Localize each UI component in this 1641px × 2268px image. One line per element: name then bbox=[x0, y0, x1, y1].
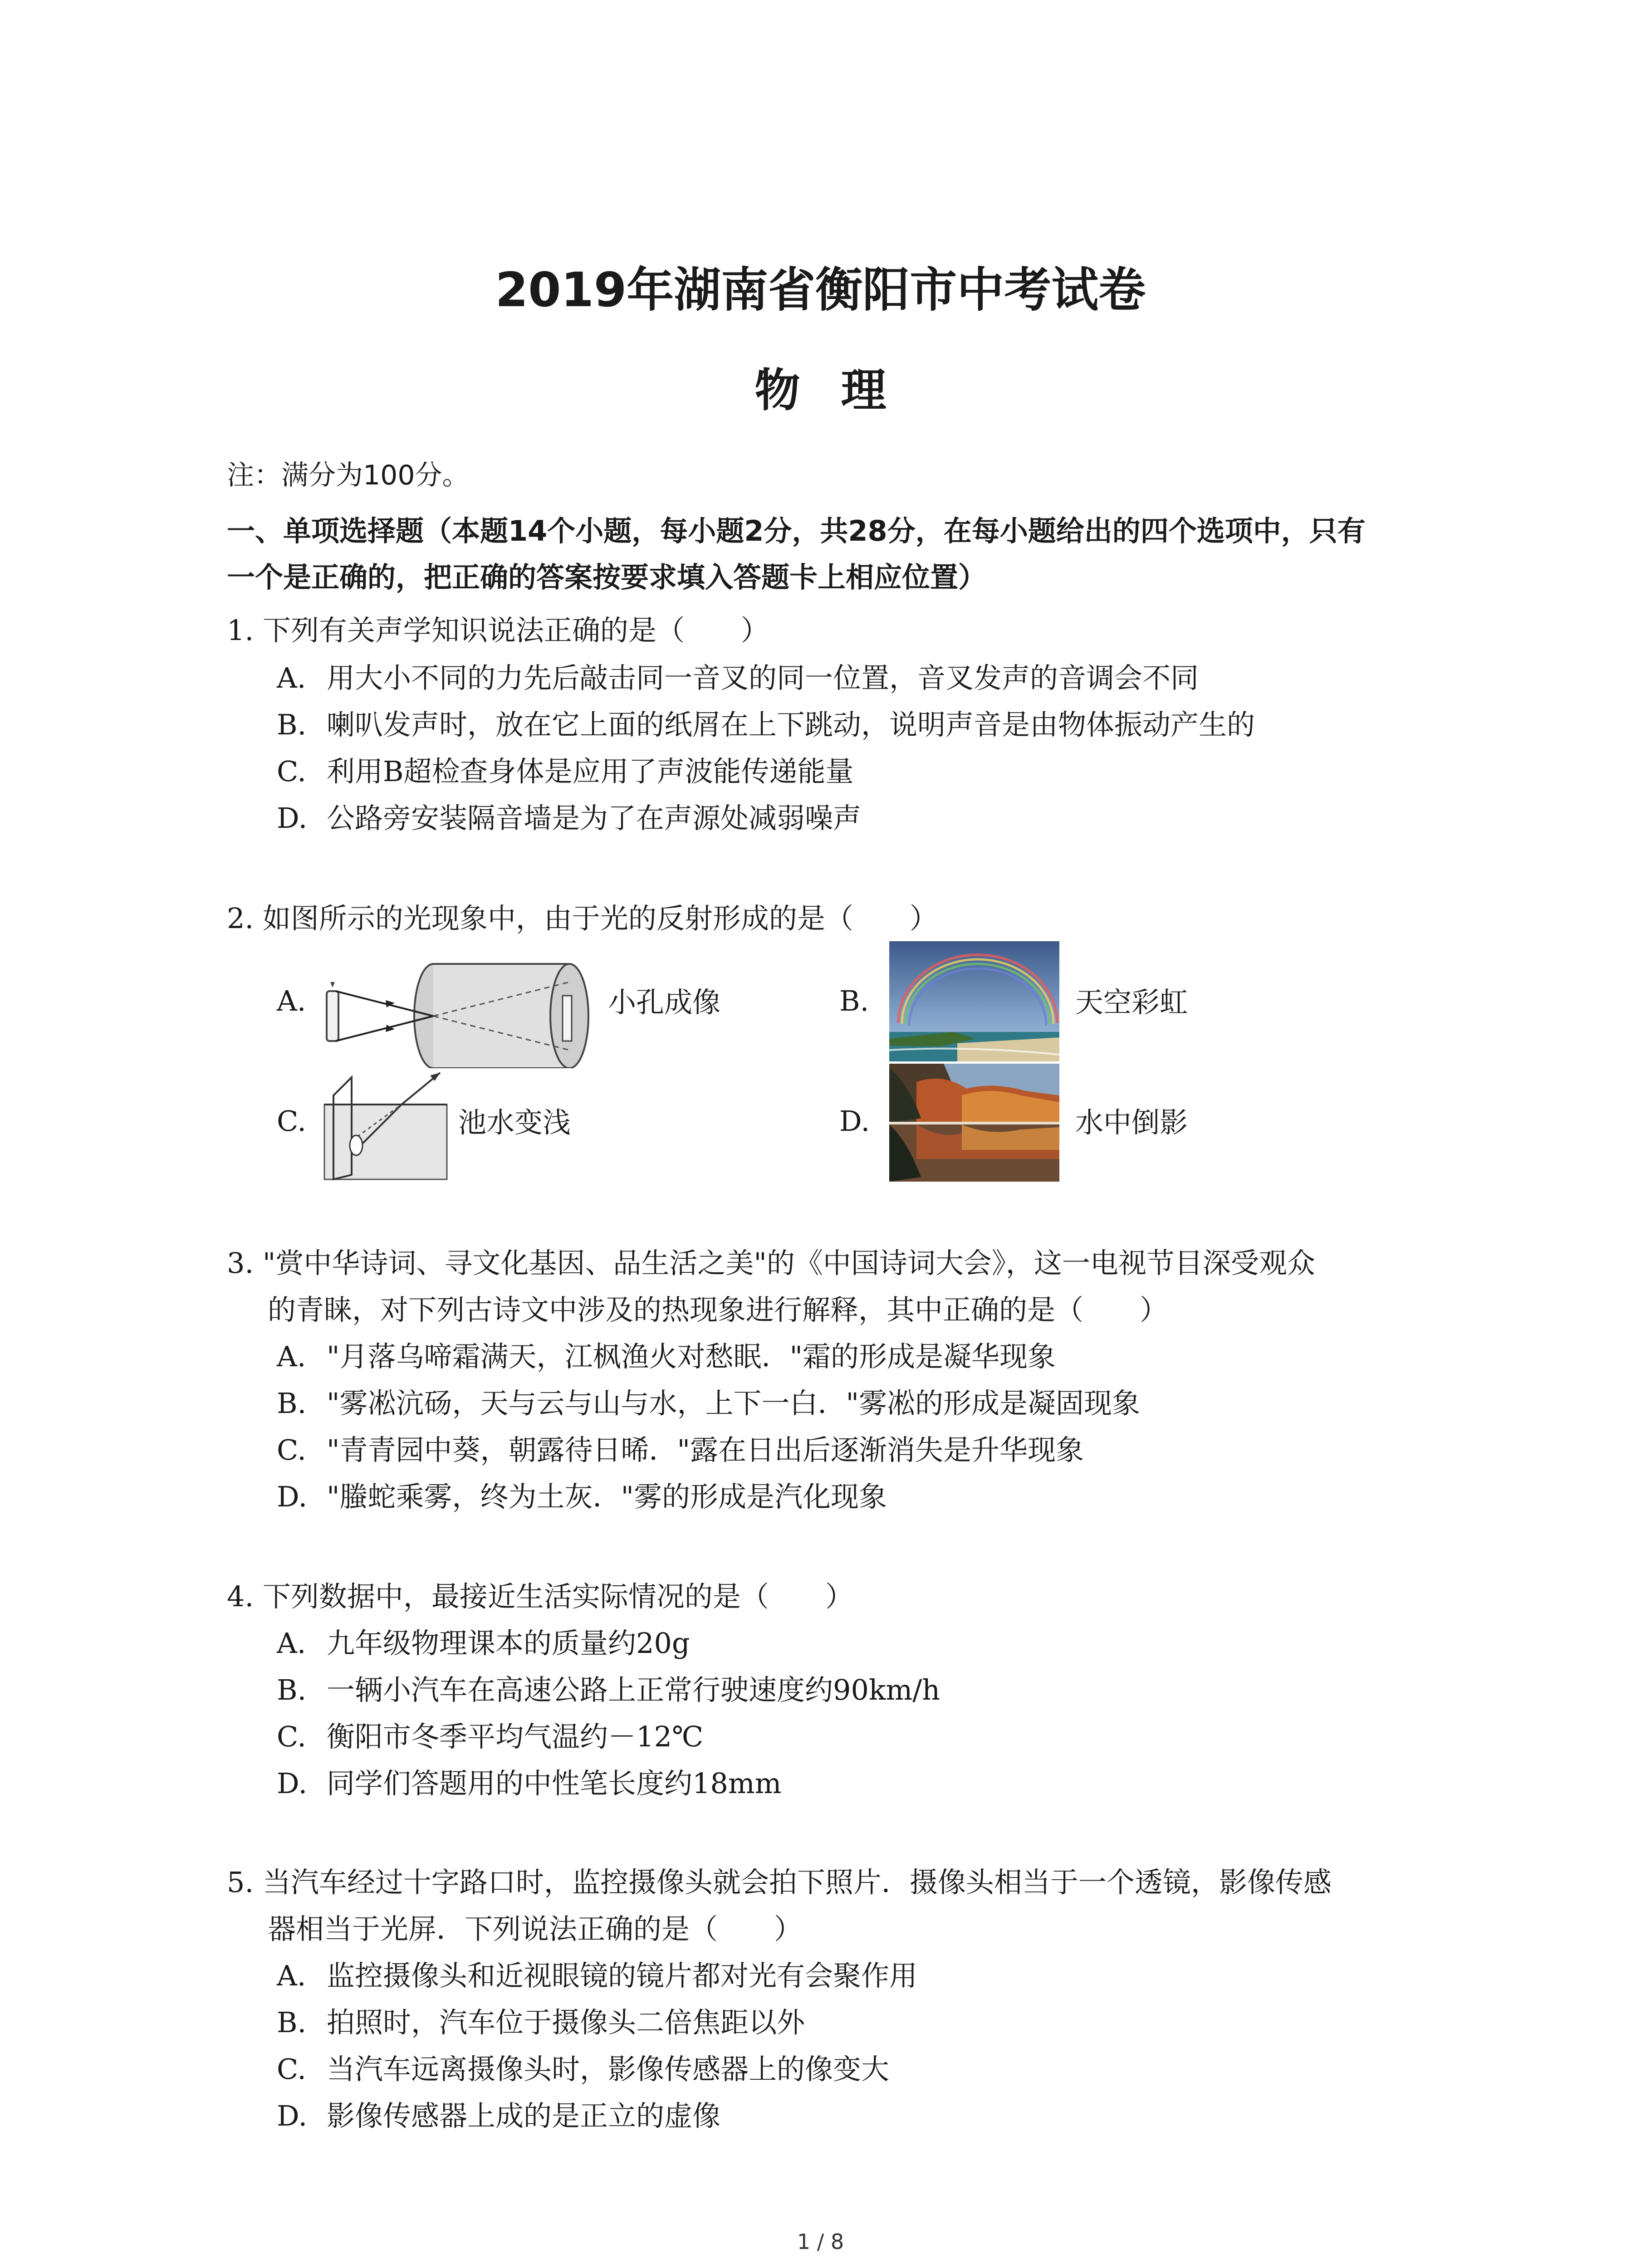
pool-refraction-figure bbox=[320, 1068, 451, 1182]
option-letter: C. bbox=[277, 2053, 306, 2086]
option-letter: B. bbox=[277, 1673, 307, 1706]
option-letter: D. bbox=[277, 1480, 308, 1513]
section-heading bbox=[227, 508, 1447, 601]
question-2-option-b-letter: B. bbox=[839, 984, 869, 1017]
question-5-option-b bbox=[277, 2000, 805, 2040]
rainbow-photo bbox=[889, 941, 1059, 1061]
option-letter: D. bbox=[277, 2099, 308, 2132]
question-3-option-d bbox=[277, 1474, 887, 1515]
question-1-option-b bbox=[277, 702, 1255, 743]
question-4-option-c bbox=[277, 1714, 703, 1755]
option-text: 监控摄像头和近视眼镜的镜片都对光有会聚作用 bbox=[327, 1959, 918, 1992]
question-1-option-a bbox=[277, 655, 1199, 696]
question-3-option-a bbox=[277, 1334, 1056, 1374]
subject-title: 物理 bbox=[754, 364, 927, 417]
option-text: "月落乌啼霜满天，江枫渔火对愁眠．"霜的形成是凝华现象 bbox=[327, 1340, 1056, 1373]
question-5-option-a bbox=[277, 1953, 917, 1994]
question-3-stem-line2: 的青睐，对下列古诗文中涉及的热现象进行解释，其中正确的是（ ） bbox=[268, 1293, 1168, 1326]
option-letter: B. bbox=[277, 2006, 307, 2039]
option-text: 公路旁安装隔音墙是为了在声源处减弱噪声 bbox=[327, 802, 862, 835]
score-note: 注：满分为100分。 bbox=[227, 459, 470, 491]
question-2-option-b-text: 天空彩虹 bbox=[1075, 986, 1188, 1019]
option-text: 同学们答题用的中性笔长度约18mm bbox=[327, 1767, 782, 1800]
option-letter: B. bbox=[277, 1387, 307, 1420]
option-text: "螣蛇乘雾，终为土灰．"雾的形成是汽化现象 bbox=[327, 1480, 887, 1513]
option-letter: A. bbox=[277, 661, 306, 694]
question-2-stem: 2. 如图所示的光现象中，由于光的反射形成的是（ ） bbox=[227, 902, 938, 935]
option-text: 九年级物理课本的质量约20g bbox=[327, 1627, 690, 1660]
question-2-option-c-text: 池水变浅 bbox=[458, 1106, 571, 1139]
water-reflection-photo bbox=[889, 1064, 1059, 1182]
option-text: 喇叭发声时，放在它上面的纸屑在上下跳动，说明声音是由物体振动产生的 bbox=[327, 708, 1255, 741]
question-5-stem-line2: 器相当于光屏．下列说法正确的是（ ） bbox=[268, 1912, 803, 1945]
section-heading-line1: 一、单项选择题（本题14个小题，每小题2分，共28分，在每小题给出的四个选项中，只有 bbox=[227, 514, 1366, 547]
page-title: 2019年湖南省衡阳市中考试卷 bbox=[495, 262, 1146, 318]
question-1-stem: 1. 下列有关声学知识说法正确的是（ ） bbox=[227, 614, 769, 647]
question-3-option-c bbox=[277, 1427, 1084, 1468]
option-letter: B. bbox=[277, 708, 307, 741]
option-text: 利用B超检查身体是应用了声波能传递能量 bbox=[327, 755, 854, 788]
option-text: 当汽车远离摄像头时，影像传感器上的像变大 bbox=[327, 2053, 890, 2086]
question-2-option-d-text: 水中倒影 bbox=[1075, 1106, 1188, 1139]
question-4-option-b bbox=[277, 1667, 940, 1708]
option-text: "青青园中葵，朝露待日晞．"露在日出后逐渐消失是升华现象 bbox=[327, 1433, 1084, 1466]
option-text: 影像传感器上成的是正立的虚像 bbox=[327, 2099, 721, 2132]
option-letter: D. bbox=[277, 1767, 308, 1800]
question-5-option-d bbox=[277, 2093, 720, 2134]
question-1-option-c bbox=[277, 749, 854, 789]
question-4-option-d bbox=[277, 1761, 781, 1801]
question-3-stem-line1: 3. "赏中华诗词、寻文化基因、品生活之美"的《中国诗词大会》，这一电视节目深受观众 bbox=[227, 1246, 1315, 1280]
pinhole-camera-figure bbox=[318, 946, 599, 1068]
option-letter: A. bbox=[277, 1340, 306, 1373]
question-4-stem: 4. 下列数据中，最接近生活实际情况的是（ ） bbox=[227, 1580, 853, 1613]
question-1-option-d bbox=[277, 796, 861, 836]
question-5-stem-line1: 5. 当汽车经过十字路口时，监控摄像头就会拍下照片．摄像头相当于一个透镜，影像传感 bbox=[227, 1866, 1332, 1899]
option-letter: A. bbox=[277, 1959, 306, 1992]
option-letter: C. bbox=[277, 755, 306, 788]
option-letter: A. bbox=[277, 1627, 306, 1660]
question-5-option-c bbox=[277, 2047, 889, 2087]
question-2-option-d-letter: D. bbox=[839, 1105, 870, 1138]
option-letter: D. bbox=[277, 802, 308, 835]
question-2-option-a-letter: A. bbox=[277, 984, 306, 1017]
question-3-option-b bbox=[277, 1381, 1140, 1421]
question-2-option-a-text: 小孔成像 bbox=[608, 986, 721, 1019]
option-letter: C. bbox=[277, 1720, 306, 1753]
option-text: 拍照时，汽车位于摄像头二倍焦距以外 bbox=[327, 2006, 805, 2039]
question-4-option-a bbox=[277, 1621, 690, 1661]
question-2-option-c-letter: C. bbox=[277, 1105, 306, 1138]
option-text: "雾凇沆砀，天与云与山与水，上下一白．"雾凇的形成是凝固现象 bbox=[327, 1387, 1141, 1420]
page-number: 1 / 8 bbox=[797, 2229, 844, 2254]
option-text: 一辆小汽车在高速公路上正常行驶速度约90km/h bbox=[327, 1673, 941, 1706]
section-heading-line2: 一个是正确的，把正确的答案按要求填入答题卡上相应位置） bbox=[227, 561, 987, 594]
option-letter: C. bbox=[277, 1433, 306, 1466]
option-text: 用大小不同的力先后敲击同一音叉的同一位置，音叉发声的音调会不同 bbox=[327, 661, 1199, 694]
option-text: 衡阳市冬季平均气温约－12℃ bbox=[327, 1720, 704, 1753]
